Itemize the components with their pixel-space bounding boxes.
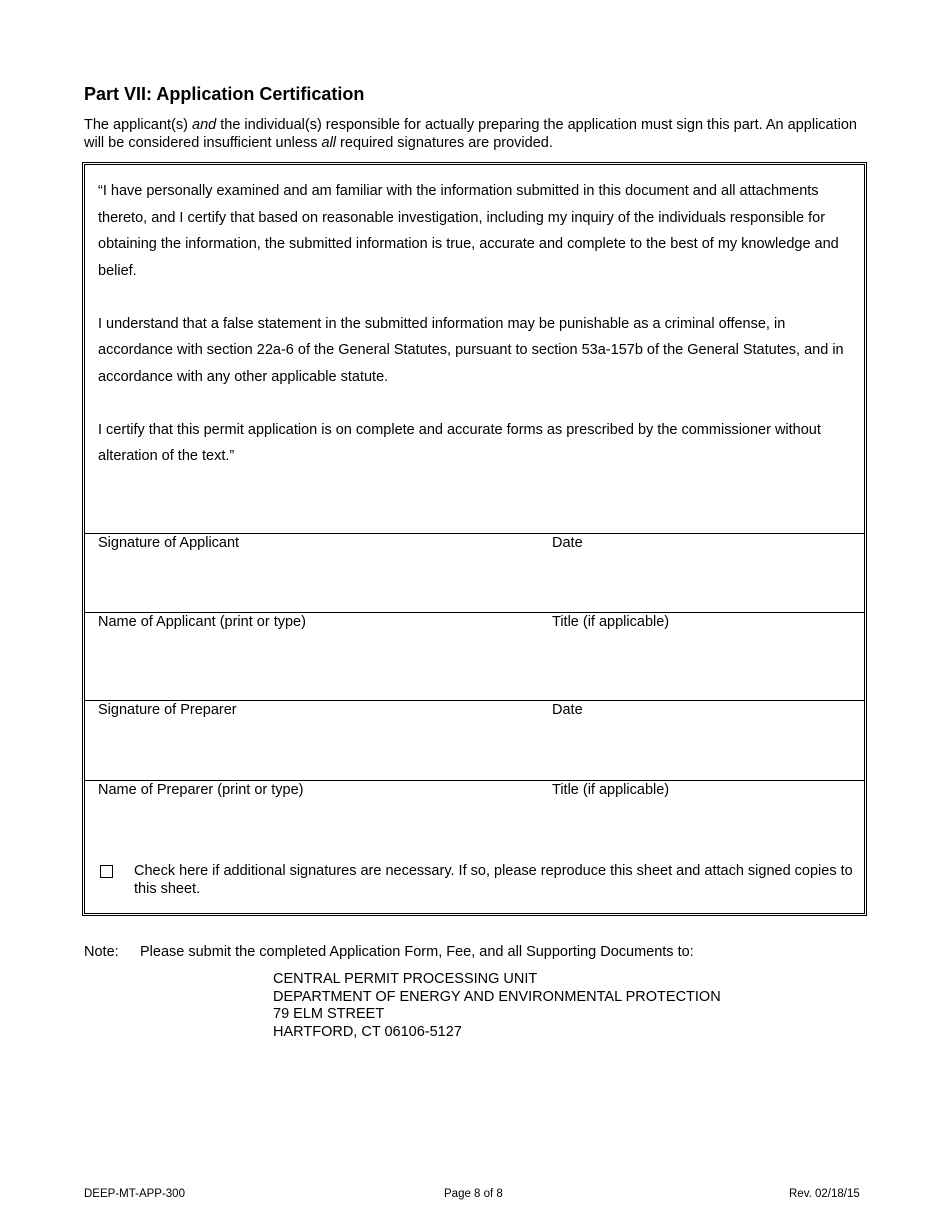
- preparer-signature-label: Signature of Preparer: [98, 702, 237, 718]
- applicant-date-label: Date: [552, 535, 583, 551]
- statement-paragraph: I understand that a false statement in the submitted information may be punishable as a criminal offense, in accordance with section 22a-6 of the General Statutes, pursuant to section 53a-157b of the General Statutes, and in accordance with any other applicable statute.: [98, 315, 844, 385]
- certification-box: [82, 162, 867, 916]
- additional-signatures-checkbox[interactable]: [100, 865, 113, 878]
- applicant-name-label: Name of Applicant (print or type): [98, 614, 306, 630]
- intro-seg-italic: all: [321, 135, 337, 151]
- intro-seg-italic: and: [192, 117, 217, 133]
- footer-revision: Rev. 02/18/15: [789, 1188, 860, 1200]
- address-line: 79 ELM STREET: [273, 1006, 385, 1022]
- preparer-title-label: Title (if applicable): [552, 782, 670, 798]
- mailing-address: [273, 971, 721, 1041]
- intro-text: [84, 116, 874, 152]
- preparer-name-label: Name of Preparer (print or type): [98, 782, 304, 798]
- intro-seg: The applicant(s): [84, 117, 192, 133]
- signature-row-applicant[interactable]: [85, 533, 864, 613]
- page-title: Part VII: Application Certification: [84, 84, 365, 104]
- footer-page-number: Page 8 of 8: [444, 1188, 503, 1200]
- name-row-applicant[interactable]: [85, 612, 864, 701]
- certification-statement: [98, 178, 858, 496]
- address-line: CENTRAL PERMIT PROCESSING UNIT: [273, 971, 538, 987]
- address-line: DEPARTMENT OF ENERGY AND ENVIRONMENTAL PROTECTION: [273, 988, 721, 1005]
- address-line: HARTFORD, CT 06106-5127: [273, 1023, 462, 1040]
- signature-row-preparer[interactable]: [85, 700, 864, 781]
- applicant-title-label: Title (if applicable): [552, 614, 670, 630]
- additional-signatures-label: Check here if additional signatures are necessary. If so, please reproduce this sheet and attach signed copies to this sheet.: [134, 863, 853, 897]
- name-row-preparer[interactable]: [85, 780, 864, 861]
- intro-seg: required signatures are provided.: [336, 135, 553, 151]
- statement-paragraph: “I have personally examined and am familiar with the information submitted in this document and all attachments thereto, and I certify that based on reasonable investigation, including my inquiry of the individuals responsible for obtaining the information, the submitted information is true, accurate and complete to the best of my knowledge and belief.: [98, 183, 839, 279]
- preparer-date-label: Date: [552, 702, 583, 718]
- note-text: Please submit the completed Application Form, Fee, and all Supporting Documents to:: [140, 944, 694, 960]
- statement-paragraph: I certify that this permit application is on complete and accurate forms as prescribed by the commissioner without alteration of the text.”: [98, 421, 821, 464]
- intro-seg: the individual(s) responsible for actually preparing the application must sign this part. An application will be considered insufficient unless: [84, 117, 857, 151]
- applicant-signature-label: Signature of Applicant: [98, 535, 240, 551]
- footer-form-id: DEEP-MT-APP-300: [84, 1188, 185, 1200]
- note-label: Note:: [84, 944, 119, 960]
